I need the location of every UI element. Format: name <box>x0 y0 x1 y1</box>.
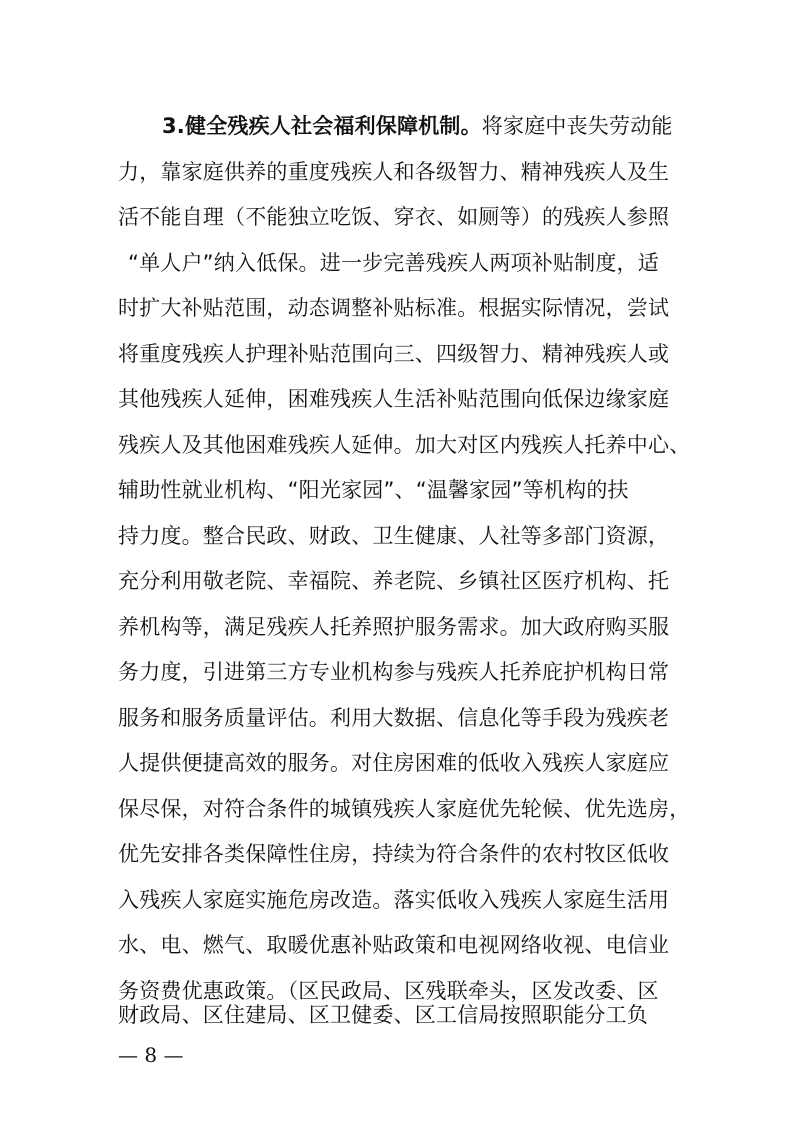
paragraph-line-5: 时扩大补贴范围，动态调整补贴标准。根据实际情况，尝试 <box>118 296 670 320</box>
paragraph-line-1-text: 将家庭中丧失劳动能 <box>481 114 673 138</box>
paragraph-line-17: 优先安排各类保障性住房，持续为符合条件的农村牧区低收 <box>118 842 670 866</box>
paragraph-line-18: 入残疾人家庭实施危房改造。落实低收入残疾人家庭生活用 <box>118 888 670 912</box>
paragraph-line-11: 充分利用敬老院、幸福院、养老院、乡镇社区医疗机构、托 <box>118 569 670 593</box>
paragraph-line-3: 活不能自理（不能独立吃饭、穿衣、如厕等）的残疾人参照 <box>118 205 670 229</box>
section-heading: 3.健全残疾人社会福利保障机制。 <box>162 114 482 138</box>
paragraph-line-19: 水、电、燃气、取暖优惠补贴政策和电视网络收视、电信业 <box>118 933 670 957</box>
page-number: — 8 — <box>118 1043 184 1067</box>
paragraph-line-8: 残疾人及其他困难残疾人延伸。加大对区内残疾人托养中心、 <box>118 433 691 457</box>
paragraph-line-21: 财政局、区住建局、区卫健委、区工信局按照职能分工负 <box>118 1003 648 1027</box>
paragraph-line-13: 务力度，引进第三方专业机构参与残疾人托养庇护机构日常 <box>118 660 670 684</box>
paragraph-line-16: 保尽保，对符合条件的城镇残疾人家庭优先轮候、优先选房， <box>118 797 691 821</box>
paragraph-line-12: 养机构等，满足残疾人托养照护服务需求。加大政府购买服 <box>118 615 670 639</box>
paragraph-line-4: “单人户”纳入低保。进一步完善残疾人两项补贴制度，适 <box>128 251 659 275</box>
paragraph-line-10: 持力度。整合民政、财政、卫生健康、人社等多部门资源， <box>118 524 670 548</box>
paragraph-line-1 <box>162 111 673 141</box>
paragraph-line-9: 辅助性就业机构、“阳光家园”、“温馨家园”等机构的扶 <box>118 478 629 502</box>
paragraph-line-6: 将重度残疾人护理补贴范围向三、四级智力、精神残疾人或 <box>118 342 670 366</box>
paragraph-line-2: 力，靠家庭供养的重度残疾人和各级智力、精神残疾人及生 <box>118 160 670 184</box>
paragraph-line-20: 务资费优惠政策。（区民政局、区残联牵头，区发改委、区 <box>118 979 659 1003</box>
paragraph-line-14: 服务和服务质量评估。利用大数据、信息化等手段为残疾老 <box>118 706 670 730</box>
paragraph-line-7: 其他残疾人延伸，困难残疾人生活补贴范围向低保边缘家庭 <box>118 387 670 411</box>
paragraph-line-15: 人提供便捷高效的服务。对住房困难的低收入残疾人家庭应 <box>118 751 670 775</box>
